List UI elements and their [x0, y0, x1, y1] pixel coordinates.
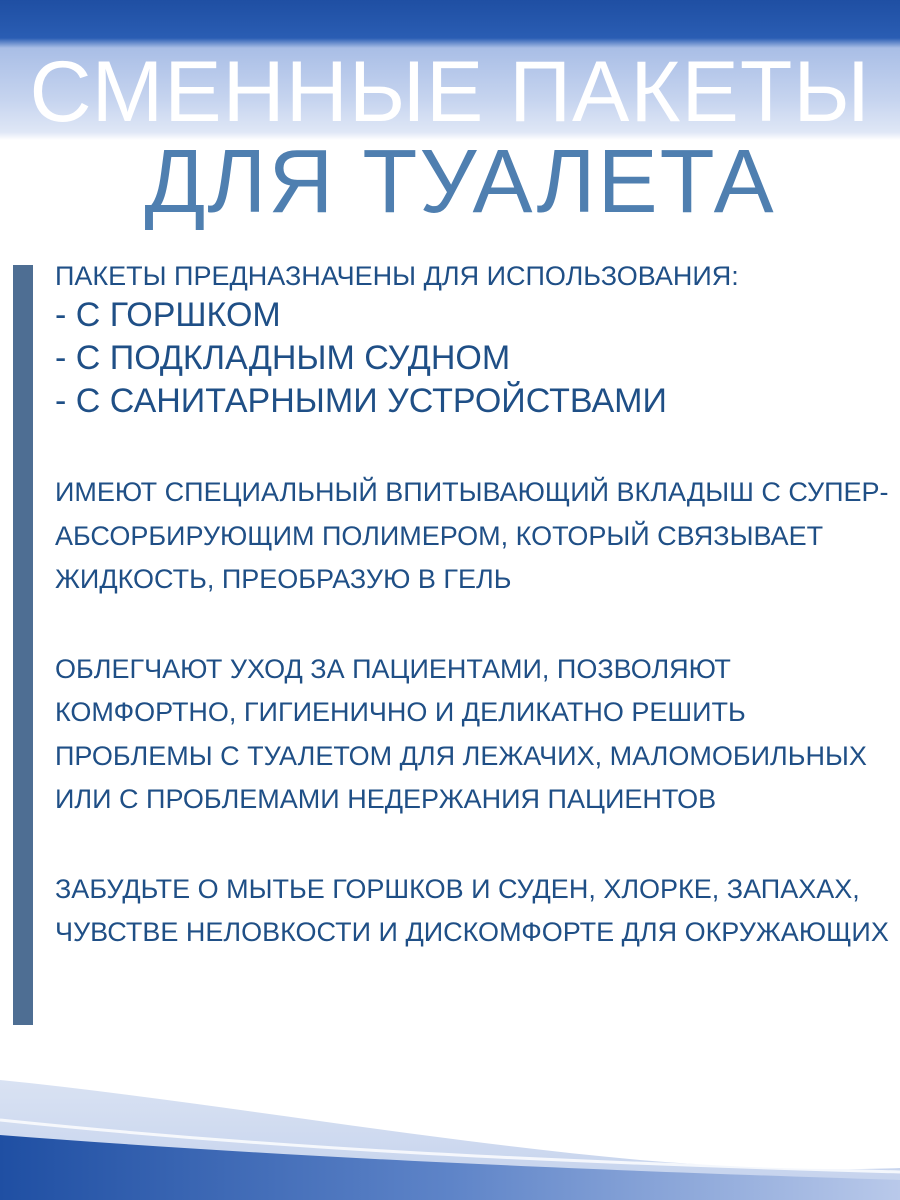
description-block [55, 258, 895, 955]
list-item: - С ГОРШКОМ [55, 296, 281, 334]
uses-list [55, 294, 895, 423]
absorbent-paragraph: ИМЕЮТ СПЕЦИАЛЬНЫЙ ВПИТЫВАЮЩИЙ ВКЛАДЫШ С СУПЕР-АБСОРБИРУЮЩИМ ПОЛИМЕРОМ, КОТОРЫЙ СВЯЗЫВАЕТ ЖИДКОСТЬ, ПРЕОБРАЗУЮ В ГЕЛЬ [55, 477, 889, 594]
list-item: - С САНИТАРНЫМИ УСТРОЙСТВАМИ [55, 382, 667, 420]
forget-paragraph: ЗАБУДЬТЕ О МЫТЬЕ ГОРШКОВ И СУДЕН, ХЛОРКЕ, ЗАПАХАХ, ЧУВСТВЕ НЕЛОВКОСТИ И ДИСКОМФОРТЕ ДЛЯ ОКРУЖАЮЩИХ [55, 873, 889, 947]
care-paragraph: ОБЛЕГЧАЮТ УХОД ЗА ПАЦИЕНТАМИ, ПОЗВОЛЯЮТ КОМФОРТНО, ГИГИЕНИЧНО И ДЕЛИКАТНО РЕШИТЬ ПРОБЛЕМЫ С ТУАЛЕТОМ ДЛЯ ЛЕЖАЧИХ, МАЛОМОБИЛЬНЫХ ИЛИ С ПРОБЛЕМАМИ НЕДЕРЖАНИЯ ПАЦИЕНТОВ [55, 653, 867, 814]
page-title-line-2: ДЛЯ ТУАЛЕТА [144, 132, 776, 232]
page-title-line-1: СМЕННЫЕ ПАКЕТЫ [29, 44, 871, 140]
list-item: - С ПОДКЛАДНЫМ СУДНОМ [55, 339, 511, 377]
uses-intro: ПАКЕТЫ ПРЕДНАЗНАЧЕНЫ ДЛЯ ИСПОЛЬЗОВАНИЯ: [55, 261, 739, 291]
footer-wave-decoration [0, 1060, 900, 1200]
accent-bar [13, 265, 33, 1025]
